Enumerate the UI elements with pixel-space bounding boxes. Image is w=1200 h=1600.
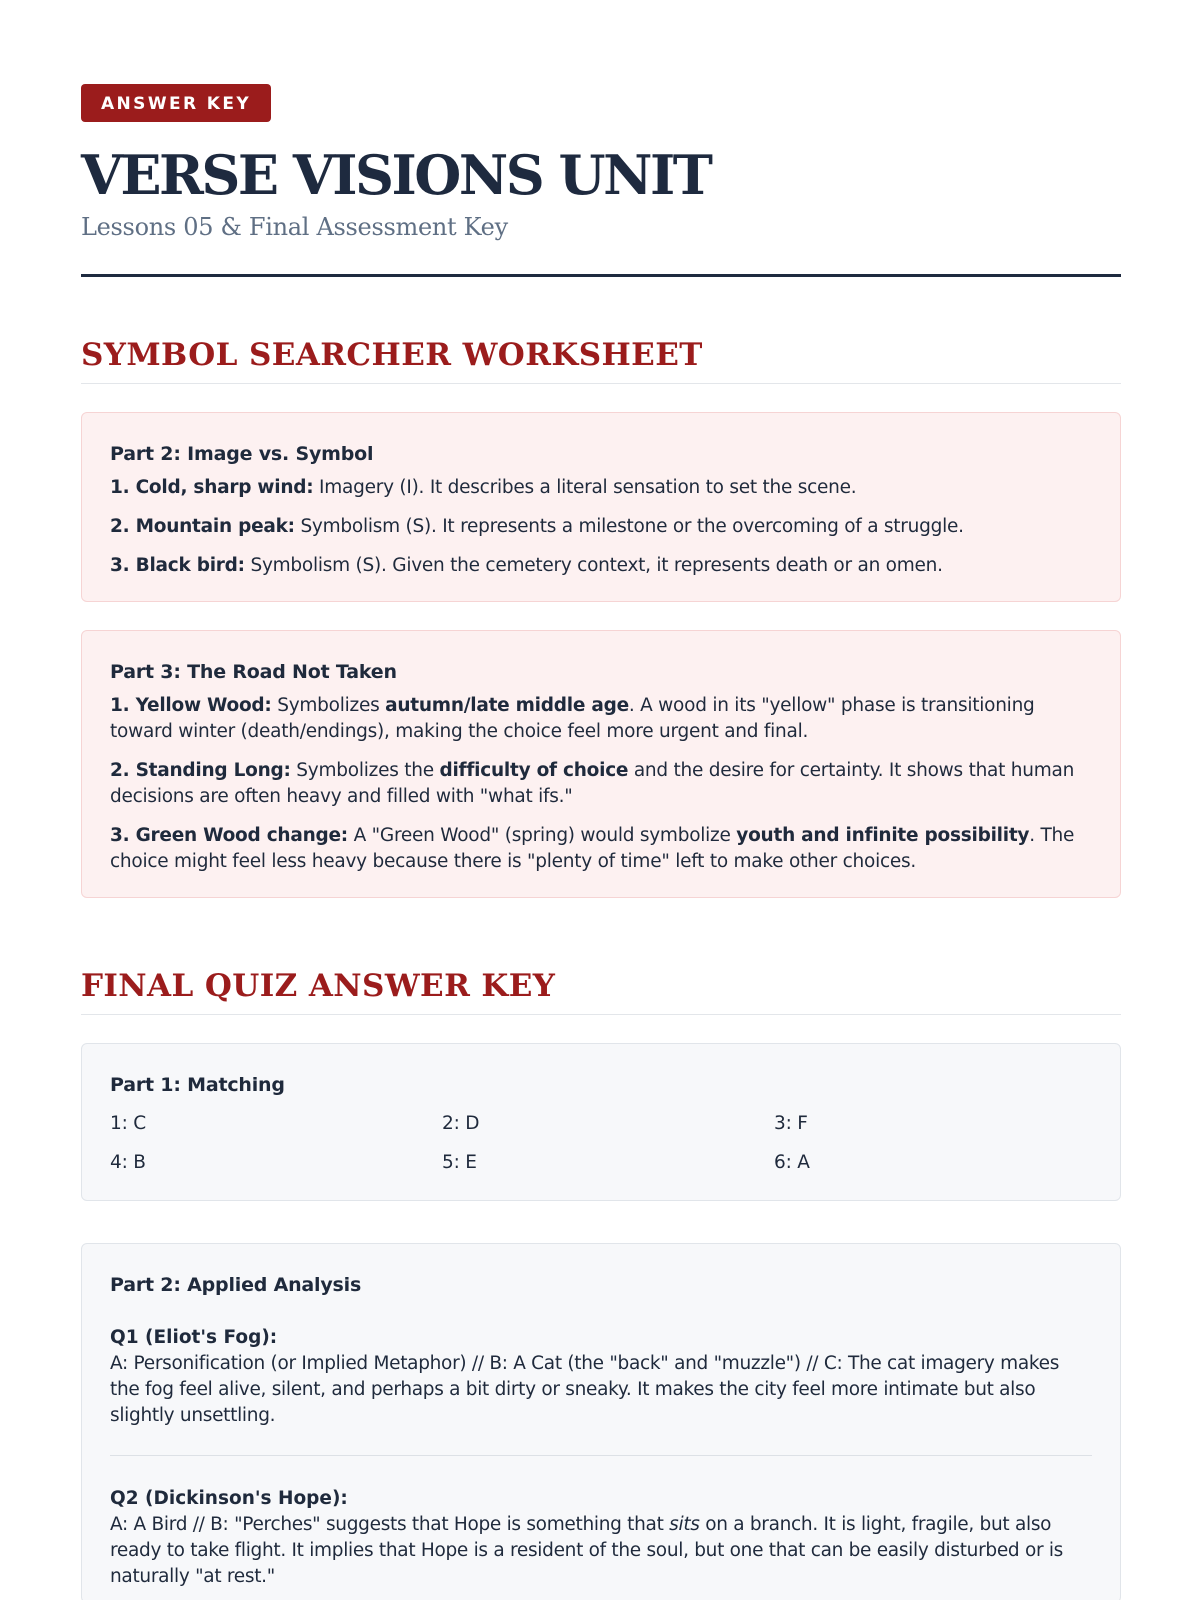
answer-text: on a branch. It is light, fragile, but also ready to take flight. It implies that Hope is a resident of the soul, but one that can be easily disturbed or is naturally "at rest." [110, 1514, 1064, 1587]
page-subtitle: Lessons 05 & Final Assessment Key [81, 213, 508, 241]
matching-answer: 4: B [110, 1152, 146, 1173]
page-title: VERSE VISIONS UNIT [81, 143, 711, 207]
matching-answer: 6: A [774, 1152, 810, 1173]
part3-item [110, 758, 1092, 810]
answer-key-page [81, 84, 1121, 1600]
matching-answer: 1: C [110, 1113, 147, 1134]
part3-item [110, 693, 1092, 745]
answer-text: A: A Bird // B: "Perches" suggests that Hope is something that [110, 1514, 670, 1535]
item-emphasis: difficulty of choice [439, 760, 629, 781]
question-divider [110, 1455, 1092, 1456]
item-text: Symbolizes [271, 695, 386, 716]
matching-title: Part 1: Matching [110, 1074, 285, 1096]
title-divider [81, 274, 1121, 277]
question-title: Q1 (Eliot's Fog): [110, 1327, 278, 1348]
item-text: A "Green Wood" (spring) would symbolize [347, 825, 737, 846]
matching-card [81, 1043, 1121, 1201]
applied-title: Part 2: Applied Analysis [110, 1274, 362, 1296]
item-text: . A wood in its "yellow" phase is transitioning toward winter (death/endings), making the choice feel more urgent and final. [110, 695, 1035, 742]
matching-answer: 3: F [774, 1113, 808, 1134]
item-label: 1. Cold, sharp wind: [110, 477, 314, 498]
answer-emphasis: sits [669, 1514, 700, 1535]
part2-item [110, 475, 1092, 501]
item-text: Imagery (I). It describes a literal sensation to set the scene. [313, 477, 857, 498]
item-text: Symbolism (S). Given the cemetery context, it represents death or an omen. [244, 555, 943, 576]
item-emphasis: youth and infinite possibility [736, 825, 1030, 846]
part2-item [110, 514, 1092, 540]
item-label: 2. Mountain peak: [110, 516, 295, 537]
part3-item [110, 823, 1092, 875]
matching-answer: 2: D [442, 1113, 480, 1134]
item-text: Symbolizes the [290, 760, 440, 781]
question-title: Q2 (Dickinson's Hope): [110, 1488, 348, 1509]
worksheet-heading: SYMBOL SEARCHER WORKSHEET [81, 335, 1121, 384]
answer-key-badge: ANSWER KEY [81, 84, 271, 122]
part2-item [110, 553, 1092, 579]
item-label: 3. Black bird: [110, 555, 245, 576]
question-answer: A: Personification (or Implied Metaphor) // B: A Cat (the "back" and "muzzle") // C: The cat imagery makes the fog feel alive, silent, and perhaps a bit dirty or sneaky. It makes the city feel more intimate but also slightly unsettling. [110, 1353, 1060, 1426]
quiz-heading: FINAL QUIZ ANSWER KEY [81, 966, 1121, 1015]
item-text: and the desire for certainty. It shows that human decisions are often heavy and filled with "what ifs." [110, 760, 1075, 807]
question-answer [110, 1512, 1092, 1590]
part2-title: Part 2: Image vs. Symbol [110, 443, 374, 465]
question-block [110, 1486, 1092, 1590]
item-text: Symbolism (S). It represents a milestone or the overcoming of a struggle. [294, 516, 964, 537]
item-label: 3. Green Wood change: [110, 825, 348, 846]
matching-grid [110, 1111, 1092, 1176]
worksheet-part2-card [81, 412, 1121, 602]
question-block [110, 1325, 1092, 1429]
part3-title: Part 3: The Road Not Taken [110, 661, 397, 683]
matching-answer: 5: E [442, 1152, 477, 1173]
item-text: . The choice might feel less heavy because there is "plenty of time" left to make other choices. [110, 825, 1075, 872]
item-emphasis: autumn/late middle age [385, 695, 629, 716]
item-label: 2. Standing Long: [110, 760, 291, 781]
item-label: 1. Yellow Wood: [110, 695, 272, 716]
applied-analysis-card [81, 1243, 1121, 1600]
worksheet-part3-card [81, 630, 1121, 898]
